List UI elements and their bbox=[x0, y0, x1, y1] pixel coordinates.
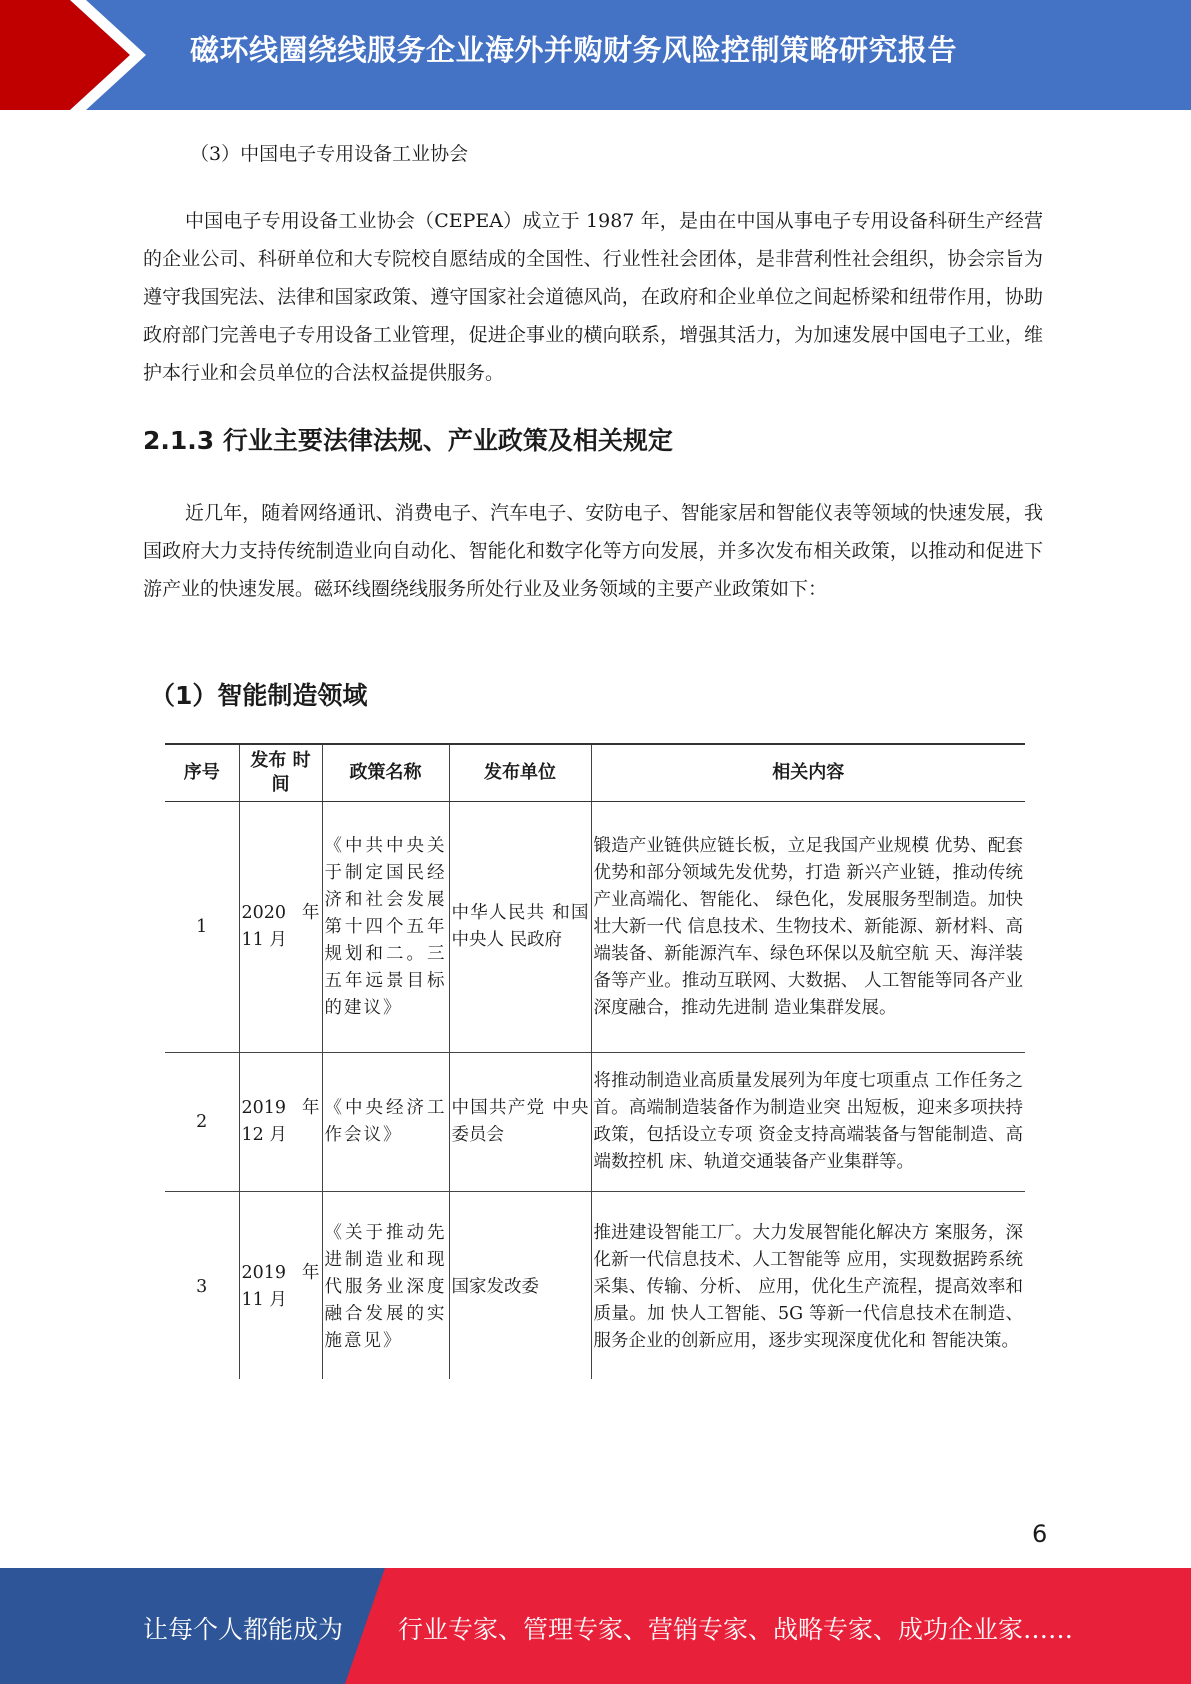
cell-issuer: 国家发改委 bbox=[449, 1192, 591, 1380]
table-row bbox=[165, 1192, 1025, 1380]
cell-date: 2019 年 12 月 bbox=[239, 1053, 322, 1192]
header-date: 发布 时间 bbox=[239, 744, 322, 802]
sub-heading-smart-manufacturing: （1）智能制造领域 bbox=[150, 681, 368, 710]
cell-policy-name: 《中央经济工作会议》 bbox=[322, 1053, 449, 1192]
page-footer bbox=[0, 1568, 1191, 1684]
cell-no: 1 bbox=[165, 802, 239, 1053]
cell-date: 2019 年 11 月 bbox=[239, 1192, 322, 1380]
cell-issuer: 中华人民共 和国中央人 民政府 bbox=[449, 802, 591, 1053]
policy-table-container bbox=[165, 743, 1025, 1379]
cell-no: 2 bbox=[165, 1053, 239, 1192]
report-title: 磁环线圈绕线服务企业海外并购财务风险控制策略研究报告 bbox=[190, 33, 958, 67]
header-issuer: 发布单位 bbox=[449, 744, 591, 802]
cell-policy-name: 《关于推动先进制造业和现代服务业深度融合发展的实施意见》 bbox=[322, 1192, 449, 1380]
table-row bbox=[165, 802, 1025, 1053]
paragraph-cepea: 中国电子专用设备工业协会（CEPEA）成立于 1987 年，是由在中国从事电子专用设备科研生产经营的企业公司、科研单位和大专院校自愿结成的全国性、行业性社会团体，是非营利性社会组织，协会宗旨为遵守我国宪法、法律和国家政策、遵守国家社会道德风尚，在政府和企业单位之间起桥梁和纽带作用，协助政府部门完善电子专用设备工业管理，促进企事业的横向联系，增强其活力，为加速发展中国电子工业，维护本行业和会员单位的合法权益提供服务。 bbox=[143, 210, 1043, 384]
cell-policy-name: 《中共中央关于制定国民经济和社会发展第十四个五年规划和二。三五年远景目标的建议》 bbox=[322, 802, 449, 1053]
cell-issuer: 中国共产党 中央委员会 bbox=[449, 1053, 591, 1192]
cell-content: 推进建设智能工厂。大力发展智能化解决方 案服务，深化新一代信息技术、人工智能等 应用，实现数据跨系统采集、传输、分析、 应用，优化生产流程，提高效率和质量。加 快人工智能、5G 等新一代信息技术在制造、 服务企业的创新应用，逐步实现深度优化和 智能决策。 bbox=[591, 1192, 1025, 1380]
sub-item-heading: （3）中国电子专用设备工业协会 bbox=[190, 143, 469, 165]
table-row bbox=[165, 1053, 1025, 1192]
cell-content: 将推动制造业高质量发展列为年度七项重点 工作任务之首。高端制造装备作为制造业突 出短板，迎来多项扶持政策，包括设立专项 资金支持高端装备与智能制造、高端数控机 床、轨道交通装备产业集群等。 bbox=[591, 1053, 1025, 1192]
header-content: 相关内容 bbox=[591, 744, 1025, 802]
header-no: 序号 bbox=[165, 744, 239, 802]
policy-table bbox=[165, 743, 1025, 1379]
paragraph-policy-intro: 近几年，随着网络通讯、消费电子、汽车电子、安防电子、智能家居和智能仪表等领域的快速发展，我国政府大力支持传统制造业向自动化、智能化和数字化等方向发展，并多次发布相关政策，以推动和促进下游产业的快速发展。磁环线圈绕线服务所处行业及业务领域的主要产业政策如下： bbox=[143, 502, 1043, 600]
section-heading: 2.1.3 行业主要法律法规、产业政策及相关规定 bbox=[143, 426, 673, 455]
footer-slogan-right: 行业专家、管理专家、营销专家、战略专家、成功企业家…… bbox=[398, 1615, 1074, 1644]
cell-date: 2020 年 11 月 bbox=[239, 802, 322, 1053]
page-number: 6 bbox=[1032, 1520, 1048, 1548]
header-policy-name: 政策名称 bbox=[322, 744, 449, 802]
cell-content: 锻造产业链供应链长板，立足我国产业规模 优势、配套优势和部分领域先发优势，打造 新兴产业链，推动传统产业高端化、智能化、 绿色化，发展服务型制造。加快壮大新一代 信息技术、生物技术、新能源、新材料、高 端装备、新能源汽车、绿色环保以及航空航 天、海洋装备等产业。推动互联网、大数据、 人工智能等同各产业深度融合，推动先进制 造业集群发展。 bbox=[591, 802, 1025, 1053]
cell-no: 3 bbox=[165, 1192, 239, 1380]
table-header-row bbox=[165, 744, 1025, 802]
header-arrow-decoration bbox=[0, 0, 160, 110]
footer-slogan-left: 让每个人都能成为 bbox=[143, 1615, 344, 1644]
page-header bbox=[0, 0, 1191, 110]
